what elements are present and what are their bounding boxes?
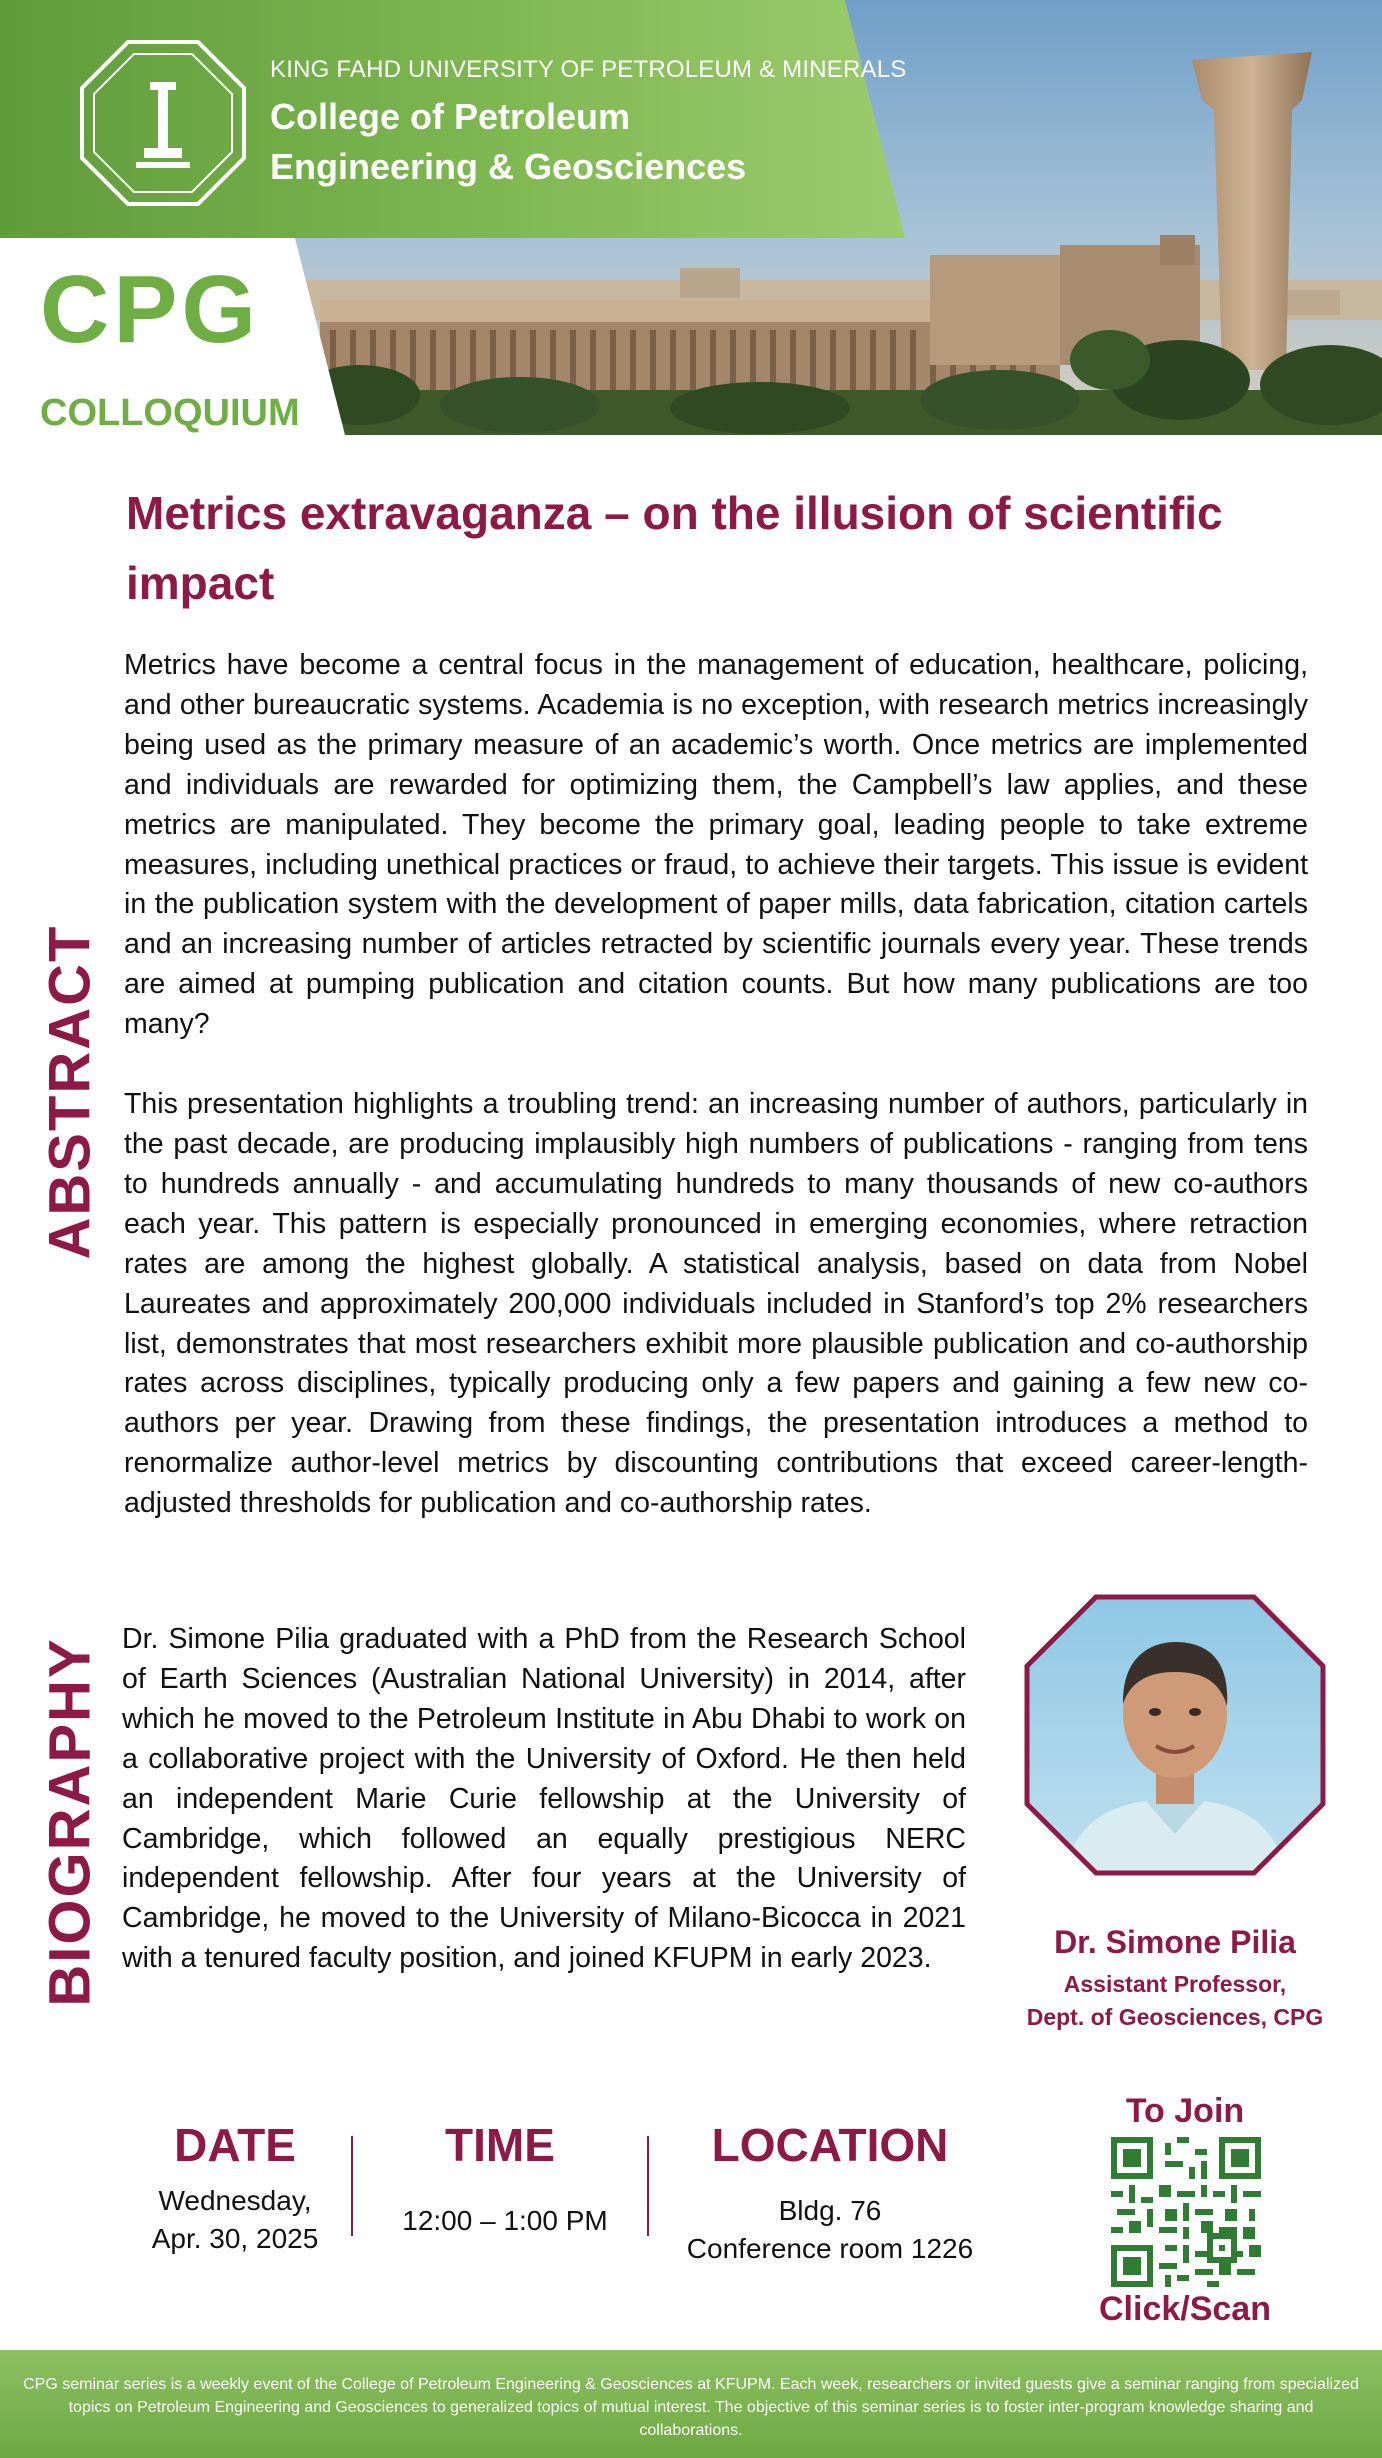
abstract-body	[124, 646, 1308, 1524]
location-value	[670, 2192, 990, 2268]
click-scan-label[interactable]: Click/Scan	[1099, 2290, 1271, 2328]
college-name-line1: College of Petroleum	[270, 96, 631, 137]
time-value: 12:00 – 1:00 PM	[402, 2205, 608, 2236]
divider-1	[351, 2136, 353, 2236]
biography-text: Dr. Simone Pilia graduated with a PhD from the Research School of Earth Sciences (Australian National University) in 2014, after which he moved to the Petroleum Institute in Abu Dhabi to work on a collaborative project with the University of Oxford. He then held an independent Marie Curie fellowship at the University of Cambridge, which followed an equally prestigious NERC independent fellowship. After four years at the University of Cambridge, he moved to the University of Milano-Bicocca in 2021 with a tenured faculty position, and joined KFUPM in early 2023.	[122, 1623, 966, 1975]
footer-text: CPG seminar series is a weekly event of the College of Petroleum Engineering & Geosciences at KFUPM. Each week, researchers or invited guests give a seminar ranging from specialized topics on Petroleum Engineering and Geosciences to generalized topics of mutual interest. The objective of this seminar series is to foster inter-program knowledge sharing and collaborations.	[23, 2376, 1359, 2439]
abstract-label: ABSTRACT	[37, 924, 103, 1260]
biography-label: BIOGRAPHY	[37, 1637, 103, 2007]
join-label: To Join	[1125, 2092, 1245, 2130]
university-name: KING FAHD UNIVERSITY OF PETROLEUM & MINERALS	[270, 56, 907, 83]
location-line1: Bldg. 76	[778, 2195, 882, 2226]
college-name-line2: Engineering & Geosciences	[270, 146, 747, 187]
divider-2	[647, 2136, 649, 2236]
speaker-portrait	[1024, 1594, 1326, 1876]
series-name: COLLOQUIUM	[40, 392, 300, 434]
qr-code-icon[interactable]	[1107, 2137, 1265, 2287]
header-banner	[0, 0, 1382, 435]
date-label: DATE	[174, 2119, 296, 2171]
location-label: LOCATION	[711, 2119, 949, 2171]
abstract-paragraph-2: This presentation highlights a troubling trend: an increasing number of authors, particularly in the past decade, are producing implausibly high numbers of publications - ranging from tens to hundreds annually - and accumulating hundreds to many thousands of new co-authors each year. This pattern is especially pronounced in emerging economies, where retraction rates are among the highest globally. A statistical analysis, based on data from Nobel Laureates and approximately 200,000 individuals included in Stanford’s top 2% researchers list, demonstrates that most researchers exhibit more plausible publication and co-authorship rates across disciplines, typically producing only a few papers and gaining a few new co-authors per year. Drawing from these findings, the presentation introduces a method to renormalize author-level metrics by discounting contributions that exceed career-length-adjusted thresholds for publication and co-authorship rates.	[124, 1088, 1308, 1520]
speaker-position: Assistant Professor,	[1063, 1971, 1287, 1997]
college-name	[270, 92, 746, 192]
time-label: TIME	[445, 2119, 555, 2171]
abstract-paragraph-1: Metrics have become a central focus in the management of education, healthcare, policing, and other bureaucratic systems. Academia is no exception, with research metrics increasingly being used as the primary measure of an academic’s worth. Once metrics are implemented and individuals are rewarded for optimizing them, the Campbell’s law applies, and these metrics are manipulated. They become the primary goal, leading people to take extreme measures, including unethical practices or fraud, to achieve their targets. This issue is evident in the publication system with the development of paper mills, data fabrication, citation cartels and an increasing number of articles retracted by scientific journals every year. These trends are aimed at pumping publication and citation counts. But how many publications are too many?	[124, 649, 1308, 1041]
location-line2: Conference room 1226	[686, 2233, 974, 2264]
talk-title: Metrics extravaganza – on the illusion of scientific impact	[126, 487, 1223, 609]
speaker-department: Dept. of Geosciences, CPG	[1026, 2004, 1324, 2030]
speaker-name: Dr. Simone Pilia	[1054, 1924, 1296, 1960]
date-value	[120, 2182, 350, 2258]
series-acronym: CPG	[40, 256, 261, 363]
date-line2: Apr. 30, 2025	[151, 2223, 319, 2254]
date-line1: Wednesday,	[158, 2185, 312, 2216]
speaker-title	[990, 1968, 1360, 2034]
kfupm-seal-icon	[78, 38, 248, 208]
